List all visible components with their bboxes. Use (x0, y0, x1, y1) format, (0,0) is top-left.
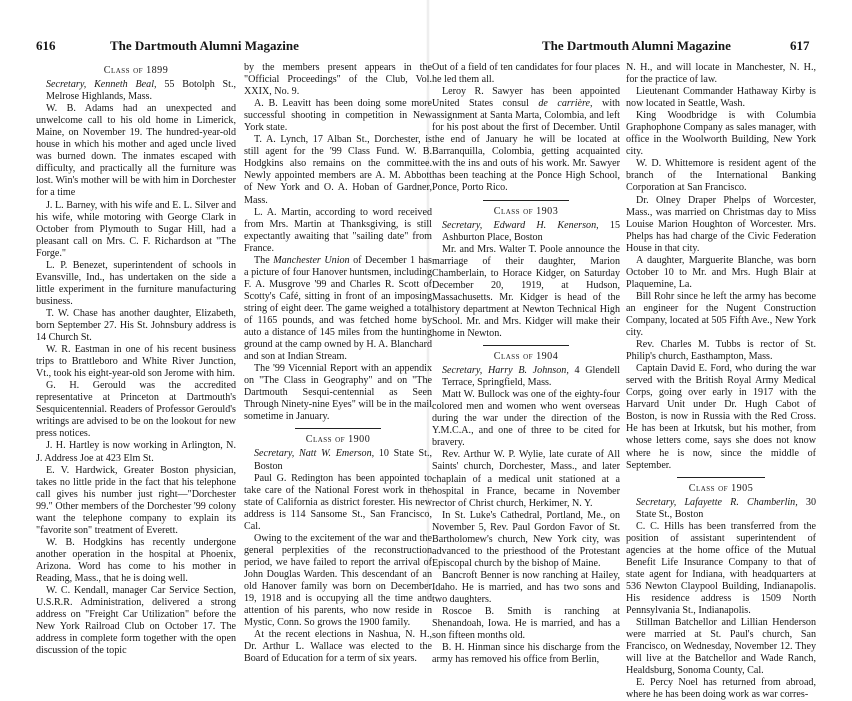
column-3 (432, 62, 621, 666)
paragraph-manchester-union (244, 255, 432, 363)
class-heading-1905: Class of 1905 (688, 482, 754, 494)
paragraph: L. P. Benezet, superintendent of schools in Evansville, Ind., has undertaken on the side a little experiment in the furniture manufacturing business. (36, 259, 236, 307)
class-heading-1903: Class of 1903 (493, 205, 559, 217)
secretary-1900 (244, 448, 432, 472)
paragraph: J. L. Barney, with his wife and E. L. Silver and his wife, while motoring with George Clark in October from Plymouth to Sugar Hill, had a pleasant call on Mrs. C. F. Richardson at "The Forge." (36, 199, 236, 259)
secretary-role: Secretary, (254, 448, 295, 460)
paragraph: by the members present appears in the "Official Proceedings" of the Club, Vol. XXIX, No. 9. (244, 62, 432, 98)
sawyer-rest: with assignment at Santa Marta, Colombia, and left for his post about the first of December. Until the end of January he will be located at Barranquilla, Colombia, getting acquainted with the ins and outs of his work. Mr. Sawyer has been teaching at the Ponce High School, Ponce, Porto Rico. (432, 98, 620, 194)
secretary-name: Edward H. Kenerson, (493, 219, 599, 231)
paragraph: W. B. Adams had an unexpected and unwelcome call to his old home in Limerick, Maine, on November 19. The hundred-year-old house in which his mother and aged uncle lived was burned down. The inmates escaped with difficulty, and practically all the furniture was lost. Win's mother will be with him in Dorchester for a time (36, 103, 236, 199)
paragraph: Lieutenant Commander Hathaway Kirby is now located in Seattle, Wash. (626, 86, 816, 110)
secretary-address: 55 Botolph St., Melrose Highlands, Mass. (46, 79, 236, 103)
paragraph: A. B. Leavitt has been doing some more successful shooting in competition in New York state. (244, 98, 432, 134)
section-divider (483, 345, 569, 346)
class-heading-1904: Class of 1904 (493, 351, 559, 363)
paragraph: T. W. Chase has another daughter, Elizabeth, born September 27. His St. Johnsbury address is 14 Church St. (36, 307, 236, 344)
union-lead: The (254, 254, 270, 266)
paragraph: B. H. Hinman since his discharge from the army has removed his office from Berlin, (432, 642, 620, 666)
secretary-name: Kenneth Beal, (94, 79, 157, 91)
paragraph: King Woodbridge is with Columbia Graphophone Company as sales manager, with office in the Woolworth Building, New York city. (626, 110, 816, 158)
left-page-number: 616 (36, 38, 56, 53)
secretary-role: Secretary, (46, 79, 87, 91)
paragraph: Rev. Charles M. Tubbs is rector of St. Philip's church, Easthampton, Mass. (626, 339, 816, 363)
paragraph: Out of a field of ten candidates for four places he led them all. (432, 62, 620, 86)
secretary-role: Secretary, (442, 219, 483, 231)
paragraph: W. C. Kendall, manager Car Service Section, U.S.R.R. Administration, delivered a strong address on "Freight Car Utilization" before the New York Railroad Club on October 17. The address in complete form together with the open discussion of the topic (36, 585, 236, 657)
paragraph: Rev. Arthur W. P. Wylie, late curate of All Saints' church, Dorchester, Mass., and later chaplain of a medical unit stationed at a hospital in France, became in November rector of Christ church, Herkimer, N. Y. (432, 449, 620, 509)
column-4 (626, 62, 816, 701)
paragraph: W. R. Eastman in one of his recent business trips to Brattleboro and White River Junction, Vt., took his eight-year-old son Jerome with him. (36, 344, 236, 380)
secretary-1905 (626, 497, 816, 521)
secretary-name: Harry B. Johnson, (487, 365, 569, 377)
section-divider (295, 428, 381, 429)
paragraph: L. A. Martin, according to word received from Mrs. Martin at Thanksgiving, is still expectantly awaiting that "sailing date" from France. (244, 206, 432, 254)
paragraph: Captain David E. Ford, who during the war served with the British Royal Army Medical Corps, going over early in 1917 with the Harvard Unit under Dr. Hugh Cabot of Boston, is now in Russia with the Red Cross. He has been at Irkutsk, but his mother, from whose letters come, says she does not know where he is now, since the middle of September. (626, 363, 816, 471)
paragraph: E. Percy Noel has returned from abroad, where he has been doing work as war corres- (626, 677, 816, 701)
secretary-role: Secretary, (442, 365, 483, 377)
paragraph: Bill Rohr since he left the army has become an engineer for the Nugent Construction Company, located at 505 Fifth Ave., New York city. (626, 290, 816, 339)
column-2 (244, 62, 432, 665)
secretary-1903 (432, 220, 620, 244)
paragraph: Owing to the excitement of the war and the general perplexities of the reconstruction period, we have failed to report the arrival of John Douglas Warden. This descendant of an old Hanover family was born on December 19, 1918 and is occupying all the time and attention of his parents, who now reside in Mystic, Conn. So grows the 1900 family. (244, 532, 432, 629)
paragraph: Stillman Batchellor and Lillian Henderson were married at St. Paul's church, San Francisco, on Wednesday, November 12. They will live at the Batchellor and Wade Ranch, Healdsburg, Sonoma County, Cal. (626, 617, 816, 677)
secretary-address: 10 State St., Boston (254, 448, 432, 472)
paragraph: T. A. Lynch, 17 Alban St., Dorchester, is still agent for the '99 Class Fund. W. B. Hodgkins also remains on the committee. Newly appointed members are A. M. Abbott of New York and O. A. Hoban of Gardner, Mass. (244, 134, 432, 206)
secretary-address: 4 Glendell Terrace, Springfield, Mass. (442, 365, 621, 389)
union-text: of December 1 has a picture of four Hanover huntsmen, including F. A. Musgrove '99 and Charles R. Scott of Scotty's Café, sitting in front of an imposing string of eight deer. The game weighed a total of 1165 pounds, and was fetched home by auto a distance of 145 miles from the hunting ground at the camp owned by H. A. Blanchard and son at Indian Stream. (244, 254, 432, 363)
secretary-address: 15 Ashburton Place, Boston (442, 219, 620, 243)
paragraph: At the recent elections in Nashua, N. H., Dr. Arthur L. Wallace was elected to the Board of Education for a term of six years. (244, 629, 432, 665)
paragraph: Roscoe B. Smith is ranching at Shenandoah, Iowa. He is married, and has a son fifteen months old. (432, 606, 620, 642)
secretary-name: Natt W. Emerson, (298, 448, 375, 460)
secretary-address: 30 State St., Boston (636, 496, 816, 520)
sawyer-lead: Leroy R. Sawyer has been appointed United States consul (432, 86, 620, 110)
paragraph: C. C. Hills has been transferred from the position of assistant superintendent of agencies at the home office of the Mutual Benefit Life Insurance Company to that of state agent for Indiana, with headquarters at 536 Newton Claypool Building, Indianapolis. His residence address is 1509 North Pennsylvania St., Indianapolis. (626, 520, 816, 617)
paragraph: W. B. Hodgkins has recently undergone another operation in the hospital at Phoenix, Arizona. Word has come to his mother in Reading, Mass., that he is doing well. (36, 536, 236, 584)
sawyer-italic: de carrière, (538, 98, 593, 110)
paragraph: E. V. Hardwick, Greater Boston physician, takes no little pride in the fact that his telephone call gives his number just right—"Dorchester 99." Other members of the Dorchester '99 colony want the telephone company to explain its "favorite son" treatment of Everett. (36, 464, 236, 536)
secretary-name: Lafayette R. Chamberlin, (684, 496, 798, 508)
class-heading-1899: Class of 1899 (103, 65, 169, 76)
secretary-1899 (36, 79, 236, 103)
paragraph: W. D. Whittemore is resident agent of the branch of the International Banking Corporation at San Francisco. (626, 158, 816, 194)
paragraph: Bancroft Benner is now ranching at Hailey, Idaho. He is married, and has two sons and two daughters. (432, 569, 620, 605)
secretary-1904 (432, 365, 620, 389)
paragraph: Dr. Olney Draper Phelps of Worcester, Mass., was married on Christmas day to Miss Louise Marion Houghton of Worcester. Mrs. Phelps has had charge of the Civic Federation House in that city. (626, 194, 816, 254)
left-running-title: The Dartmouth Alumni Magazine (110, 38, 299, 53)
paragraph: Mr. and Mrs. Walter T. Poole announce the marriage of their daughter, Marion Chamberlain, to Horace Kidger, on Saturday December 20, 1919, at Hudson, Massachusetts. Mr. Kidger is head of the history department at Newton Technical High School. Mr. and Mrs. Kidger will make their home in Newton. (432, 243, 620, 339)
paragraph: Paul G. Redington has been appointed to take care of the National Forest work in the state of California as district forester. His new address is 114 Sansome St., San Francisco, Cal. (244, 472, 432, 532)
section-divider (483, 200, 569, 201)
class-heading-1900: Class of 1900 (305, 434, 371, 446)
paragraph: N. H., and will locate in Manchester, N. H., for the practice of law. (626, 62, 816, 86)
paragraph: In St. Luke's Cathedral, Portland, Me., on November 5, Rev. Paul Gordon Favor of St. Bartholomew's church, New York city, was advanced to the priesthood of the Protestant Episcopal church by the bishop of Maine. (432, 509, 620, 569)
right-running-title: The Dartmouth Alumni Magazine (542, 38, 731, 53)
newspaper-name: Manchester Union (273, 254, 350, 266)
paragraph: J. H. Hartley is now working in Arlington, N. J. Address Joe at 423 Elm St. (36, 440, 236, 464)
secretary-role: Secretary, (636, 496, 677, 508)
paragraph: Matt W. Bullock was one of the eighty-four colored men and women who went overseas during the war under the direction of the Y.M.C.A., and one of three to be cited for bravery. (432, 389, 620, 449)
paragraph: G. H. Gerould was the accredited representative at Princeton at Dartmouth's Sesquicentennial. Readers of Professor Gerould's writings are advised to be on the lookout for new press notices. (36, 380, 236, 440)
right-page-number: 617 (790, 38, 810, 53)
section-divider (677, 477, 764, 478)
paragraph: A daughter, Marguerite Blanche, was born October 10 to Mr. and Mrs. Hugh Blair at Plaquemine, La. (626, 254, 816, 290)
column-1 (36, 62, 236, 657)
paragraph-sawyer (432, 86, 620, 194)
paragraph: The '99 Vicennial Report with an appendix on "The Class in Geography" and on "The Dartmouth Sesqui-centennial as Seen Through Ninety-nine Eyes" will be in the mail sometime in January. (244, 363, 432, 423)
